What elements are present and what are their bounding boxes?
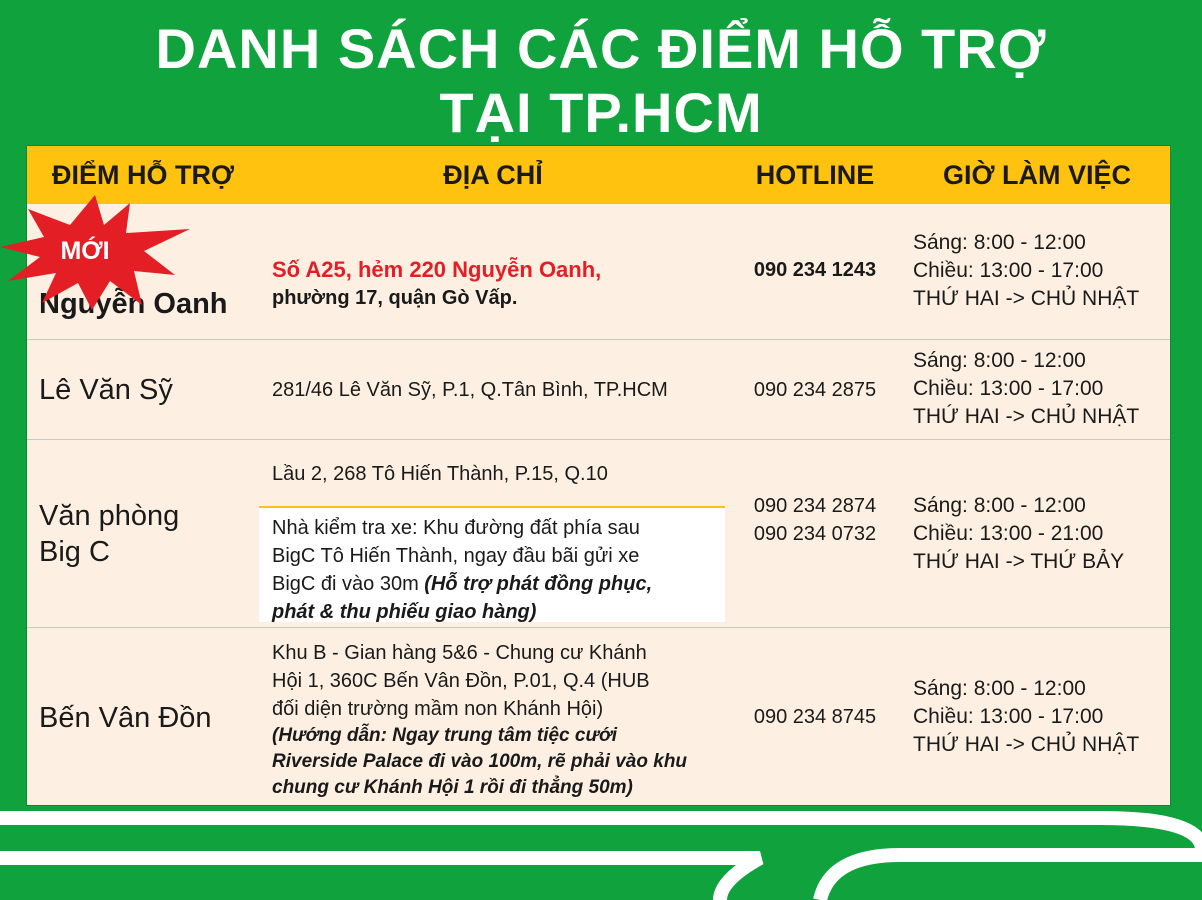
table-row [27, 339, 1170, 440]
header-hours: GIỜ LÀM VIỆC [942, 160, 1132, 190]
hours-morning: Sáng: 8:00 - 12:00 [913, 349, 1086, 372]
address-highlight: Số A25, hẻm 220 Nguyễn Oanh, [272, 257, 602, 282]
hours-afternoon: Chiều: 13:00 - 17:00 [913, 377, 1104, 400]
address-line: đối diện trường mầm non Khánh Hội) [272, 698, 604, 720]
page-title-line2: TẠI TP.HCM [439, 81, 763, 144]
address-line: Khu B - Gian hàng 5&6 - Chung cư Khánh [272, 642, 647, 664]
hours-days: THỨ HAI -> CHỦ NHẬT [913, 733, 1140, 756]
address-note: chung cư Khánh Hội 1 rồi đi thẳng 50m) [272, 777, 633, 798]
table-header [27, 146, 1170, 204]
hours-morning: Sáng: 8:00 - 12:00 [913, 677, 1086, 700]
hours-cell [913, 675, 1139, 759]
hotline-text: 090 234 2874 [753, 495, 877, 517]
new-badge-label: MỚI [60, 237, 110, 265]
address-detail [272, 514, 722, 626]
address-text: Lầu 2, 268 Tô Hiến Thành, P.15, Q.10 [272, 463, 608, 485]
address-note: (Hướng dẫn: Ngay trung tâm tiệc cưới [272, 725, 618, 746]
table-row [27, 439, 1170, 628]
hours-afternoon: Chiều: 13:00 - 17:00 [913, 705, 1104, 728]
hours-days: THỨ HAI -> CHỦ NHẬT [913, 287, 1140, 310]
header-hotline: HOTLINE [755, 160, 875, 190]
address-note: Riverside Palace đi vào 100m, rẽ phải vào khu [272, 751, 688, 772]
hours-morning: Sáng: 8:00 - 12:00 [913, 494, 1086, 517]
hours-afternoon: Chiều: 13:00 - 17:00 [913, 259, 1104, 282]
table-row [27, 204, 1170, 339]
address-cell [272, 256, 722, 312]
point-name: Bến Vân Đồn [39, 702, 212, 734]
hotline-text: 090 234 8745 [753, 706, 877, 728]
decorative-road-stripes [0, 810, 1202, 900]
address-line-text: BigC đi vào 30m [272, 573, 425, 595]
address-line: BigC Tô Hiến Thành, ngay đầu bãi gửi xe [272, 545, 640, 567]
address-line: Hội 1, 360C Bến Vân Đồn, P.01, Q.4 (HUB [272, 670, 650, 692]
hours-cell [913, 347, 1139, 431]
address-text: phường 17, quận Gò Vấp. [272, 287, 518, 309]
hotline-text: 090 234 1243 [753, 259, 877, 281]
address-line [272, 570, 722, 598]
address-note: phát & thu phiếu giao hàng) [272, 601, 537, 623]
address-text: 281/46 Lê Văn Sỹ, P.1, Q.Tân Bình, TP.HCM [272, 379, 668, 401]
address-note: (Hỗ trợ phát đồng phục, [424, 573, 653, 595]
hotline-text: 090 234 0732 [753, 523, 877, 545]
page-title-line1: DANH SÁCH CÁC ĐIỂM HỖ TRỢ [155, 17, 1047, 80]
support-points-table [26, 145, 1171, 806]
hours-days: THỨ HAI -> CHỦ NHẬT [913, 405, 1140, 428]
point-name [39, 498, 179, 570]
table-row [27, 627, 1170, 806]
point-name: Lê Văn Sỹ [39, 374, 173, 406]
hours-days: THỨ HAI -> THỨ BẢY [913, 550, 1125, 573]
hours-afternoon: Chiều: 13:00 - 21:00 [913, 522, 1104, 545]
hours-cell [913, 492, 1124, 576]
address-detail [272, 639, 727, 801]
header-point: ĐIỂM HỖ TRỢ [51, 160, 235, 190]
address-line: Nhà kiểm tra xe: Khu đường đất phía sau [272, 517, 640, 539]
hotline-text: 090 234 2875 [753, 379, 877, 401]
point-name-line2: Big C [39, 536, 110, 568]
hotline-cell [727, 492, 903, 548]
hours-morning: Sáng: 8:00 - 12:00 [913, 231, 1086, 254]
header-address: ĐỊA CHỈ [443, 160, 543, 190]
point-name: Nguyễn Oanh [39, 288, 228, 320]
point-name-line1: Văn phòng [39, 500, 180, 532]
hours-cell [913, 229, 1139, 313]
